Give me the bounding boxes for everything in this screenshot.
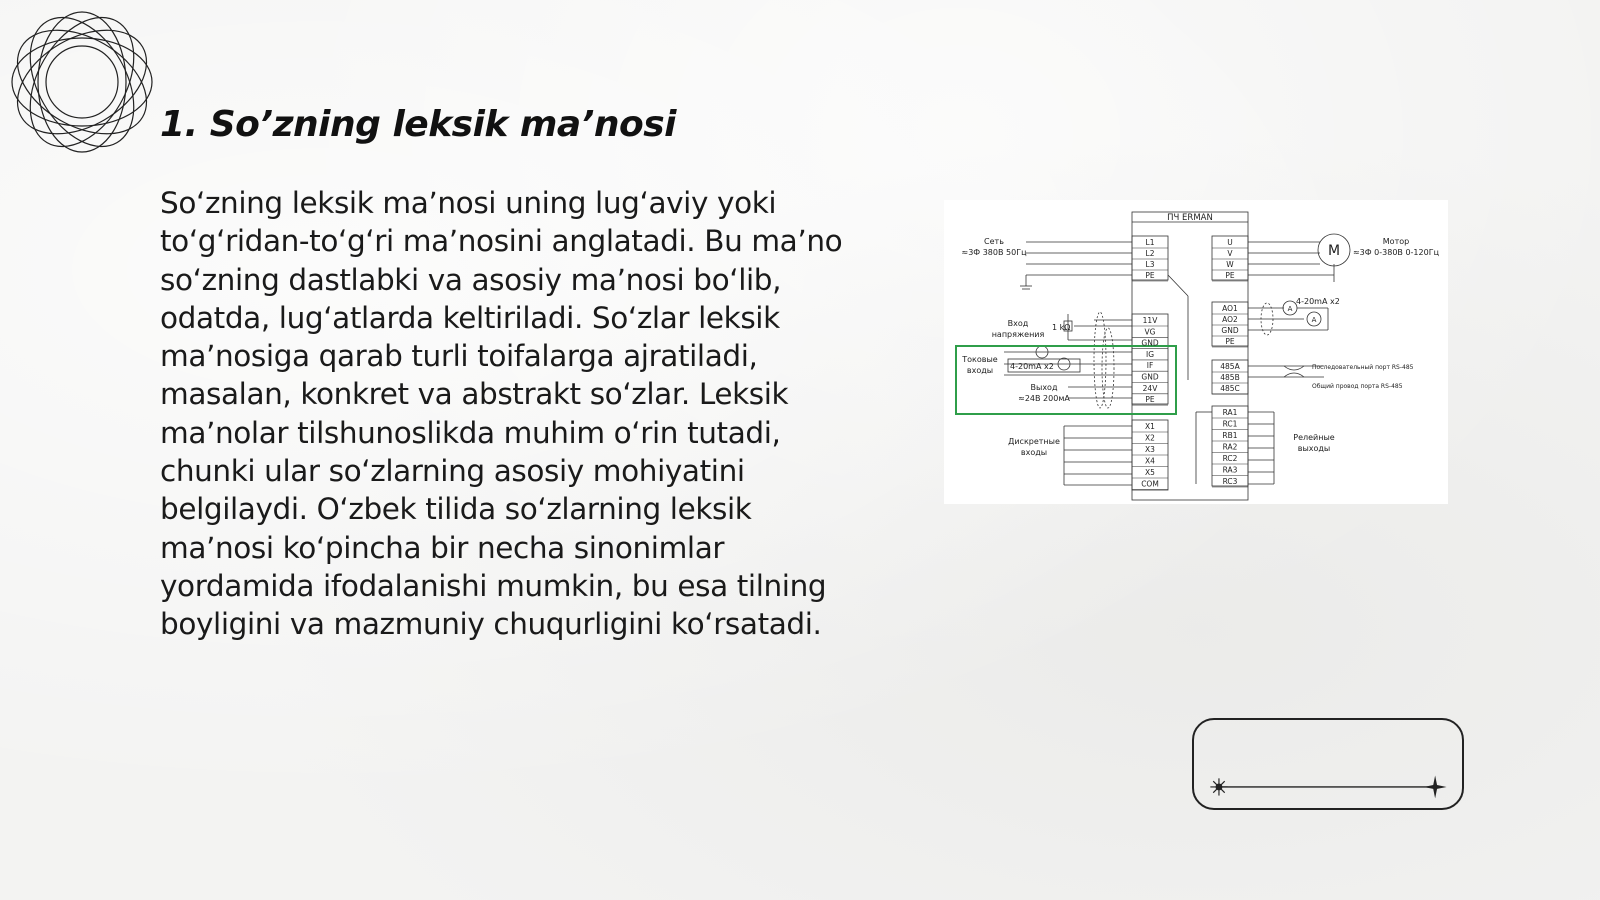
label-relay-out-2: выходы	[1297, 444, 1331, 453]
input-terminal: L2	[1145, 249, 1155, 258]
analog-out-terminal: AO2	[1222, 315, 1238, 324]
relay-terminal: RB1	[1222, 431, 1238, 440]
input-terminal: PE	[1145, 271, 1155, 280]
diagram-title: ПЧ ERMAN	[1167, 213, 1213, 223]
motor-symbol: M	[1327, 243, 1341, 259]
digital-in-terminal: COM	[1141, 479, 1159, 489]
body-paragraph: So‘zning leksik ma’nosi uning lug‘aviy yoki to‘g‘ridan-to‘g‘ri ma’nosini anglatadi. Bu ma’no so‘zning dastlabki va asosiy ma’nosi bo‘lib, odatda, lug‘atlarda keltiriladi. So‘zlar leksik ma’nosiga qarab turli toifalarga ajratiladi, masalan, konkret va abstrakt so‘zlar. Leksik ma’nolar tilshunoslikda muhim o‘rin tutadi, chunki ular so‘zlarning asosiy mohiyatini belgilaydi. O‘zbek tilida so‘zlarning leksik ma’nosi ko‘pincha bir necha sinonimlar yordamida ifodalanishi mumkin, bu esa tilning boyligini va mazmuniy chuqurligini ko‘rsatadi.	[160, 186, 843, 642]
input-terminal: L1	[1145, 238, 1155, 247]
label-net-spec: ≈3Ф 380В 50Гц	[961, 248, 1027, 257]
label-output-1: Выход	[1030, 383, 1058, 392]
label-net: Сеть	[984, 237, 1004, 246]
label-current-range: 4-20mA x2	[1010, 362, 1054, 371]
slide-title: 1. So’zning leksik ma’nosi	[160, 104, 676, 145]
label-motor: Мотор	[1382, 237, 1410, 246]
four-point-star-icon	[1424, 775, 1447, 798]
digital-in-terminal: X1	[1145, 422, 1155, 431]
analog-out-terminal: AO1	[1222, 304, 1238, 313]
relay-terminal: RA2	[1222, 442, 1238, 452]
ammeter-symbol-2: A	[1311, 316, 1317, 324]
analog-out-terminal: PE	[1225, 337, 1235, 346]
label-resistor: 1 kΩ	[1052, 323, 1071, 332]
label-serial-port: Последовательный порт RS-485	[1312, 364, 1414, 371]
output-terminal: PE	[1225, 271, 1235, 280]
label-analog-out: 4-20mA x2	[1296, 297, 1340, 306]
analog-in-terminal: VG	[1144, 327, 1156, 337]
analog-in-terminal: IF	[1146, 361, 1154, 371]
digital-in-terminal: X4	[1145, 456, 1155, 466]
output-terminal: U	[1227, 238, 1233, 247]
relay-terminal: RC2	[1222, 454, 1238, 463]
analog-in-terminal: GND	[1141, 338, 1159, 348]
label-voltage-in-2: напряжения	[991, 330, 1045, 339]
analog-in-terminal: 11V	[1142, 316, 1158, 325]
analog-in-terminal: IG	[1145, 349, 1155, 359]
relay-terminal: RA3	[1222, 465, 1238, 475]
label-current-in-1: Токовые	[962, 355, 998, 364]
label-output-2: ≈24В 200мА	[1018, 394, 1070, 403]
analog-in-terminal: GND	[1141, 372, 1159, 382]
label-common-wire: Общий провод порта RS-485	[1312, 383, 1403, 390]
digital-in-terminal: X2	[1145, 433, 1155, 443]
digital-in-terminal: X3	[1145, 445, 1155, 454]
comm-terminal: 485B	[1220, 373, 1240, 382]
comm-terminal: 485C	[1220, 384, 1240, 393]
decorative-widget	[1192, 718, 1464, 810]
digital-in-terminal: X5	[1145, 468, 1155, 477]
label-digital-in-2: входы	[1020, 448, 1048, 457]
label-relay-out-1: Релейные	[1293, 433, 1335, 442]
ammeter-symbol-1: A	[1287, 305, 1293, 313]
output-terminal: V	[1227, 249, 1233, 258]
wiring-diagram	[944, 200, 1448, 504]
relay-terminal: RC3	[1222, 477, 1238, 486]
label-voltage-in-1: Вход	[1007, 319, 1029, 328]
label-current-in-2: входы	[966, 366, 994, 375]
analog-in-terminal: 24V	[1142, 383, 1158, 393]
sun-icon	[1210, 778, 1227, 795]
output-terminal: W	[1226, 260, 1234, 269]
label-digital-in-1: Дискретные	[1008, 437, 1060, 446]
analog-in-terminal: PE	[1145, 395, 1155, 405]
circles-ornament-icon	[10, 10, 160, 160]
label-motor-spec: ≈3Ф 0-380В 0-120Гц	[1352, 248, 1440, 257]
analog-out-terminal: GND	[1221, 326, 1239, 335]
comm-terminal: 485A	[1220, 362, 1240, 371]
relay-terminal: RC1	[1222, 419, 1238, 429]
input-terminal: L3	[1145, 260, 1155, 269]
relay-terminal: RA1	[1222, 408, 1238, 417]
